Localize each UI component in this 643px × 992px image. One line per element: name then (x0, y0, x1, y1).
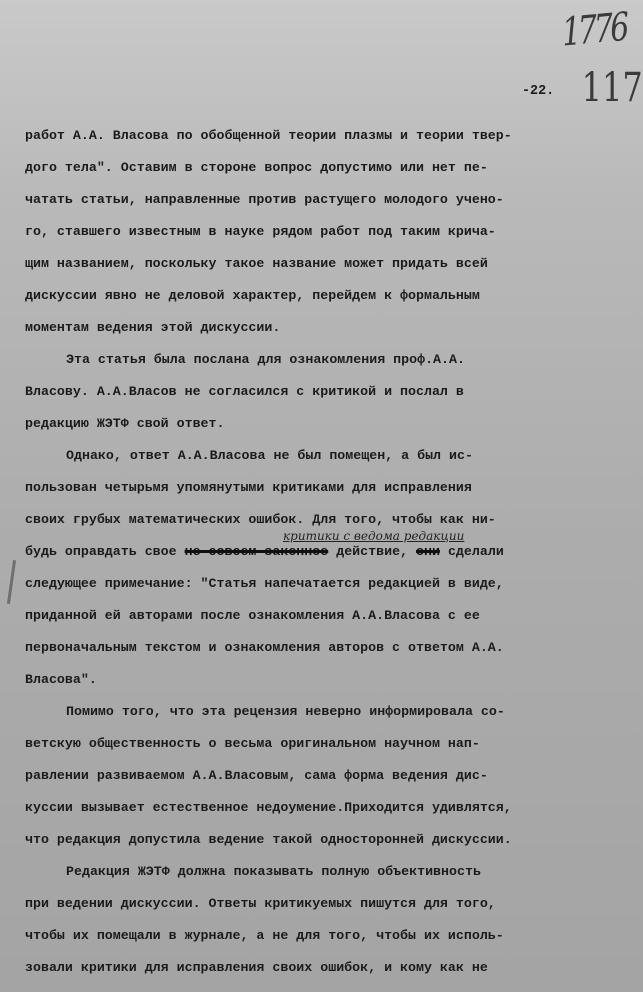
text-line: Помимо того, что эта рецензия неверно информировала со- (66, 704, 505, 719)
text-line: Однако, ответ А.А.Власова не был помещен, а был ис- (66, 448, 473, 463)
text-line: следующее примечание: "Статья напечатается редакцией в виде, (25, 576, 504, 591)
margin-check-mark (7, 560, 16, 604)
text-line: зовали критики для исправления своих ошибок, и кому как не (25, 960, 488, 975)
text-line: Эта статья была послана для ознакомления проф.А.А. (66, 352, 465, 367)
sheet-number-handwritten: 117 (581, 65, 643, 111)
text-line: что редакция допустила ведение такой односторонней дискуссии. (25, 832, 512, 847)
text-line: го, ставшего известным в науке рядом работ под таким крича- (25, 224, 496, 239)
text-line: Власова". (25, 672, 97, 687)
text-line: редакцию ЖЭТФ свой ответ. (25, 416, 225, 431)
text-line: приданной ей авторами после ознакомления А.А.Власова с ее (25, 608, 480, 623)
text-line: дискуссии явно не деловой характер, перейдем к формальным (25, 288, 480, 303)
text-line: равлении развиваемом А.А.Власовым, сама форма ведения дис- (25, 768, 488, 783)
document-body (25, 128, 625, 992)
struck-text: они (416, 544, 440, 559)
text-line: куссии вызывает естественное недоумение.Приходится удивлятся, (25, 800, 512, 815)
page-number: -22. (522, 84, 555, 99)
text-line: дого тела". Оставим в стороне вопрос допустимо или нет пе- (25, 160, 488, 175)
text-line: чтобы их помещали в журнале, а не для того, чтобы их исполь- (25, 928, 504, 943)
text-line: Редакция ЖЭТФ должна показывать полную объективность (66, 864, 481, 879)
text-line: первоначальным текстом и ознакомления авторов с ответом А.А. (25, 640, 504, 655)
text-segment: будь оправдать свое (25, 544, 185, 559)
text-line: щим названием, поскольку такое название может придать всей (25, 256, 488, 271)
text-line: ветскую общественность о весьма оригинальном научном нап- (25, 736, 480, 751)
text-line: пользован четырьмя упомянутыми критиками для исправления (25, 480, 472, 495)
text-line (25, 544, 625, 560)
text-line: моментам ведения этой дискуссии. (25, 320, 281, 335)
archive-number-handwritten: 1776 (560, 4, 628, 56)
text-line: своих грубых математических ошибок. Для того, чтобы как ни- (25, 512, 496, 527)
text-line: Власову. А.А.Власов не согласился с критикой и послал в (25, 384, 464, 399)
text-line: при ведении дискуссии. Ответы критикуемых пишутся для того, (25, 896, 496, 911)
text-segment: действие, (328, 544, 417, 559)
handwritten-insertion: критики с ведома редакции (283, 529, 465, 543)
text-segment: сделали (439, 544, 504, 559)
text-line: чатать статьи, направленные против растущего молодого учено- (25, 192, 504, 207)
struck-text: не совсем законное (184, 544, 329, 559)
text-line: работ А.А. Власова по обобщенной теории плазмы и теории твер- (25, 128, 512, 143)
